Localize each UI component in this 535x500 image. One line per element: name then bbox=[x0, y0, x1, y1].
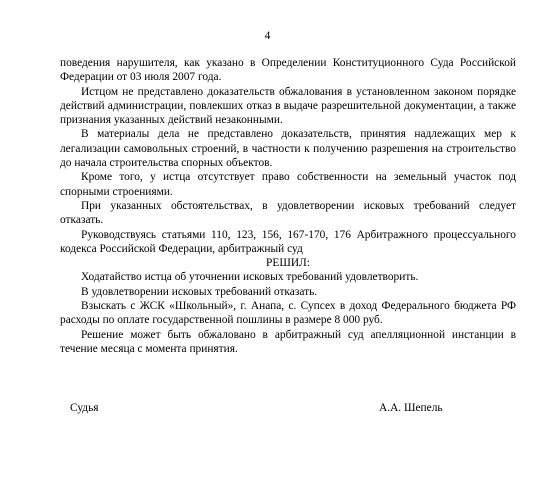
ruling-item-deny: В удовлетворении исковых требований отказать. bbox=[81, 285, 318, 298]
ruling-item-fee: Взыскать с ЖСК «Школьный», г. Анапа, с. Супсех в доход Федерального бюджета РФ расходы по оплате государственной пошлины в размере 8 000 руб. bbox=[60, 300, 516, 327]
ruling-item-motion: Ходатайство истца об уточнении исковых требований удовлетворить. bbox=[81, 271, 419, 284]
paragraph-no-ownership: Кроме того, у истца отсутствует право собственности на земельный участок под спорными строениями. bbox=[60, 171, 516, 198]
paragraph-claim-denied: При указанных обстоятельствах, в удовлетворении исковых требований следует отказать. bbox=[60, 199, 516, 227]
paragraph-continuation: поведения нарушителя, как указано в Определении Конституционного Суда Российской Федерации от 03 июля 2007 года. bbox=[60, 57, 516, 84]
paragraph-no-legalization-evidence: В материалы дела не представлено доказательств, принятия надлежащих мер к легализации самовольных строений, в частности к получению разрешения на строительство до начала строительства спорных объектов. bbox=[60, 128, 516, 170]
document-body bbox=[60, 56, 516, 356]
judge-title: Судья bbox=[70, 402, 99, 414]
paragraph-legal-basis: Руководствуясь статьями 110, 123, 156, 167-170, 176 Арбитражного процессуального кодекса Российской Федерации, арбитражный суд bbox=[60, 228, 516, 255]
decision-heading: РЕШИЛ: bbox=[266, 257, 310, 270]
judge-name: А.А. Шепель bbox=[379, 402, 443, 414]
page-number: 4 bbox=[264, 30, 271, 42]
paragraph-no-appeal-evidence: Истцом не представлено доказательств обжалования в установленном законом порядке действий администрации, повлекших отказ в выдаче разрешительной документации, а также признания указанных действий незаконными. bbox=[60, 85, 516, 127]
ruling-item-appeal: Решение может быть обжаловано в арбитражный суд апелляционной инстанции в течение месяца с момента принятия. bbox=[60, 328, 516, 355]
